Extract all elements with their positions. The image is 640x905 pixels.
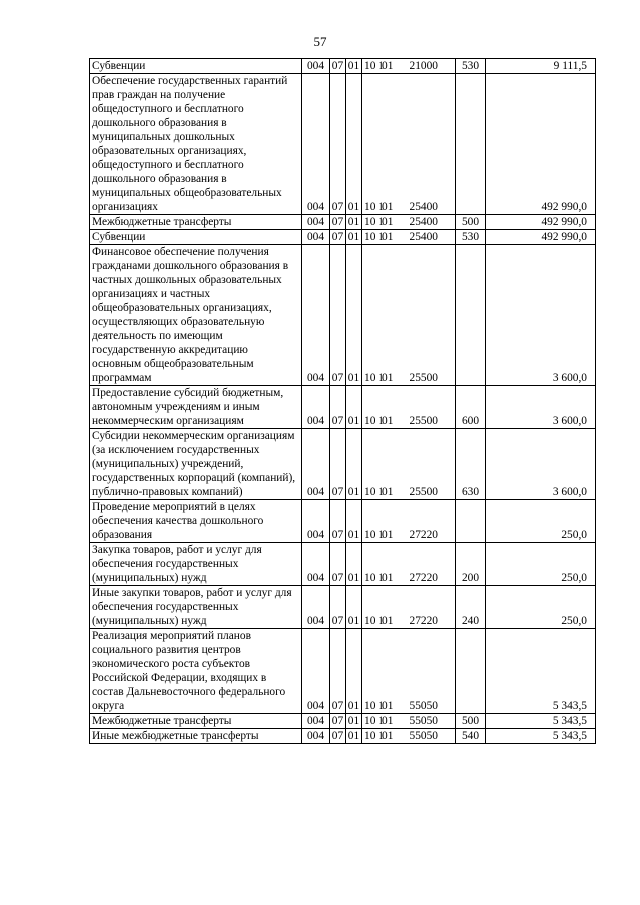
- row-target-article-cell: [362, 429, 456, 500]
- row-name-cell: Закупка товаров, работ и услуг для обеспечения государственных (муниципальных) нужд: [90, 543, 302, 586]
- row-subsection-code-cell: 01: [346, 714, 362, 729]
- row-target-article-cell: [362, 230, 456, 245]
- row-subsection-code-cell: 01: [346, 74, 362, 215]
- row-subsection-code-cell: 01: [346, 586, 362, 629]
- table-row: [90, 586, 596, 629]
- target-article-part: 10 1: [364, 216, 384, 228]
- table-row: [90, 729, 596, 744]
- row-department-code-cell: 004: [302, 500, 330, 543]
- row-amount-cell: 3 600,0: [486, 429, 596, 500]
- row-expense-type-cell: 530: [456, 59, 486, 74]
- row-expense-type-cell: 200: [456, 543, 486, 586]
- row-department-code-cell: 004: [302, 729, 330, 744]
- target-article-part: 55050: [409, 715, 438, 727]
- row-section-code-cell: 07: [330, 714, 346, 729]
- row-expense-type-cell: 240: [456, 586, 486, 629]
- table-row: [90, 629, 596, 714]
- row-section-code-cell: 07: [330, 729, 346, 744]
- target-article-part: 10 1: [364, 529, 384, 541]
- row-subsection-code-cell: 01: [346, 245, 362, 386]
- row-department-code-cell: 004: [302, 74, 330, 215]
- row-name-cell: Иные закупки товаров, работ и услуг для обеспечения государственных (муниципальных) нужд: [90, 586, 302, 629]
- row-target-article-cell: [362, 59, 456, 74]
- row-expense-type-cell: 600: [456, 386, 486, 429]
- row-subsection-code-cell: 01: [346, 429, 362, 500]
- row-expense-type-cell: 500: [456, 714, 486, 729]
- row-amount-cell: 250,0: [486, 586, 596, 629]
- row-section-code-cell: 07: [330, 230, 346, 245]
- row-expense-type-cell: 630: [456, 429, 486, 500]
- row-amount-cell: 3 600,0: [486, 245, 596, 386]
- row-section-code-cell: 07: [330, 74, 346, 215]
- row-name-cell: Предоставление субсидий бюджетным, автономным учреждениям и иным некоммерческим организациям: [90, 386, 302, 429]
- table-row: [90, 245, 596, 386]
- row-department-code-cell: 004: [302, 245, 330, 386]
- row-target-article-cell: [362, 586, 456, 629]
- row-target-article-cell: [362, 386, 456, 429]
- row-department-code-cell: 004: [302, 543, 330, 586]
- row-subsection-code-cell: 01: [346, 500, 362, 543]
- row-target-article-cell: [362, 245, 456, 386]
- budget-table-body: [90, 59, 596, 744]
- row-target-article-cell: [362, 729, 456, 744]
- table-row: [90, 714, 596, 729]
- target-article-part: 10 1: [364, 486, 384, 498]
- target-article-part: 21000: [409, 60, 438, 72]
- target-article-part: 01: [382, 715, 394, 727]
- target-article-part: 27220: [409, 572, 438, 584]
- table-row: [90, 429, 596, 500]
- row-section-code-cell: 07: [330, 245, 346, 386]
- row-target-article-cell: [362, 74, 456, 215]
- row-section-code-cell: 07: [330, 215, 346, 230]
- row-department-code-cell: 004: [302, 230, 330, 245]
- target-article-part: 01: [382, 572, 394, 584]
- target-article-part: 01: [382, 231, 394, 243]
- row-target-article-cell: [362, 500, 456, 543]
- row-amount-cell: 492 990,0: [486, 230, 596, 245]
- row-department-code-cell: 004: [302, 59, 330, 74]
- table-row: [90, 215, 596, 230]
- target-article-part: 10 1: [364, 372, 384, 384]
- row-department-code-cell: 004: [302, 429, 330, 500]
- row-name-cell: Обеспечение государственных гарантий прав граждан на получение общедоступного и бесплатного дошкольного образования в муниципальных дошкольных образовательных организациях, общедоступного и бесплатного дошкольного образования в муниципальных общеобразовательных организациях: [90, 74, 302, 215]
- target-article-part: 27220: [409, 529, 438, 541]
- table-row: [90, 230, 596, 245]
- row-amount-cell: 5 343,5: [486, 729, 596, 744]
- page-number: 57: [313, 34, 327, 49]
- row-department-code-cell: 004: [302, 386, 330, 429]
- target-article-part: 01: [382, 730, 394, 742]
- target-article-part: 01: [382, 700, 394, 712]
- row-section-code-cell: 07: [330, 429, 346, 500]
- row-subsection-code-cell: 01: [346, 215, 362, 230]
- row-target-article-cell: [362, 215, 456, 230]
- row-name-cell: Межбюджетные трансферты: [90, 215, 302, 230]
- target-article-part: 10 1: [364, 415, 384, 427]
- row-subsection-code-cell: 01: [346, 230, 362, 245]
- table-row: [90, 386, 596, 429]
- target-article-part: 01: [382, 60, 394, 72]
- target-article-part: 10 1: [364, 231, 384, 243]
- target-article-part: 10 1: [364, 201, 384, 213]
- row-name-cell: Реализация мероприятий планов социального развития центров экономического роста субъектов Российской Федерации, входящих в состав Дальневосточного федерального округа: [90, 629, 302, 714]
- row-subsection-code-cell: 01: [346, 629, 362, 714]
- row-section-code-cell: 07: [330, 543, 346, 586]
- table-row: [90, 59, 596, 74]
- target-article-part: 25500: [409, 372, 438, 384]
- row-department-code-cell: 004: [302, 215, 330, 230]
- target-article-part: 10 1: [364, 715, 384, 727]
- row-expense-type-cell: 540: [456, 729, 486, 744]
- row-expense-type-cell: 530: [456, 230, 486, 245]
- row-name-cell: Субвенции: [90, 230, 302, 245]
- row-department-code-cell: 004: [302, 629, 330, 714]
- row-name-cell: Субвенции: [90, 59, 302, 74]
- row-expense-type-cell: [456, 500, 486, 543]
- row-section-code-cell: 07: [330, 586, 346, 629]
- target-article-part: 10 1: [364, 730, 384, 742]
- row-section-code-cell: 07: [330, 629, 346, 714]
- target-article-part: 01: [382, 201, 394, 213]
- target-article-part: 55050: [409, 700, 438, 712]
- row-amount-cell: 5 343,5: [486, 629, 596, 714]
- target-article-part: 10 1: [364, 615, 384, 627]
- row-target-article-cell: [362, 714, 456, 729]
- row-department-code-cell: 004: [302, 714, 330, 729]
- row-department-code-cell: 004: [302, 586, 330, 629]
- target-article-part: 10 1: [364, 700, 384, 712]
- target-article-part: 25400: [409, 216, 438, 228]
- row-name-cell: Субсидии некоммерческим организациям (за исключением государственных (муниципальных) учреждений, государственных корпораций (компаний), публично-правовых компаний): [90, 429, 302, 500]
- row-amount-cell: 5 343,5: [486, 714, 596, 729]
- row-amount-cell: 3 600,0: [486, 386, 596, 429]
- target-article-part: 25400: [409, 201, 438, 213]
- row-amount-cell: 250,0: [486, 500, 596, 543]
- row-name-cell: Проведение мероприятий в целях обеспечения качества дошкольного образования: [90, 500, 302, 543]
- row-name-cell: Межбюджетные трансферты: [90, 714, 302, 729]
- row-expense-type-cell: 500: [456, 215, 486, 230]
- row-amount-cell: 492 990,0: [486, 215, 596, 230]
- row-name-cell: Финансовое обеспечение получения гражданами дошкольного образования в частных дошкольных образовательных организациях и частных общеобразовательных организациях, осуществляющих образовательную деятельность по имеющим государственную аккредитацию основным общеобразовательным программам: [90, 245, 302, 386]
- row-target-article-cell: [362, 543, 456, 586]
- target-article-part: 25500: [409, 415, 438, 427]
- target-article-part: 01: [382, 216, 394, 228]
- row-expense-type-cell: [456, 74, 486, 215]
- target-article-part: 25400: [409, 231, 438, 243]
- row-amount-cell: 492 990,0: [486, 74, 596, 215]
- target-article-part: 10 1: [364, 60, 384, 72]
- target-article-part: 01: [382, 615, 394, 627]
- row-subsection-code-cell: 01: [346, 543, 362, 586]
- target-article-part: 27220: [409, 615, 438, 627]
- table-row: [90, 500, 596, 543]
- row-subsection-code-cell: 01: [346, 386, 362, 429]
- target-article-part: 01: [382, 372, 394, 384]
- row-name-cell: Иные межбюджетные трансферты: [90, 729, 302, 744]
- target-article-part: 55050: [409, 730, 438, 742]
- row-amount-cell: 9 111,5: [486, 59, 596, 74]
- row-section-code-cell: 07: [330, 500, 346, 543]
- row-expense-type-cell: [456, 245, 486, 386]
- budget-table: [89, 58, 596, 744]
- table-row: [90, 543, 596, 586]
- row-target-article-cell: [362, 629, 456, 714]
- row-amount-cell: 250,0: [486, 543, 596, 586]
- row-section-code-cell: 07: [330, 59, 346, 74]
- table-row: [90, 74, 596, 215]
- target-article-part: 10 1: [364, 572, 384, 584]
- row-section-code-cell: 07: [330, 386, 346, 429]
- target-article-part: 01: [382, 486, 394, 498]
- target-article-part: 25500: [409, 486, 438, 498]
- row-subsection-code-cell: 01: [346, 729, 362, 744]
- row-subsection-code-cell: 01: [346, 59, 362, 74]
- row-expense-type-cell: [456, 629, 486, 714]
- target-article-part: 01: [382, 529, 394, 541]
- target-article-part: 01: [382, 415, 394, 427]
